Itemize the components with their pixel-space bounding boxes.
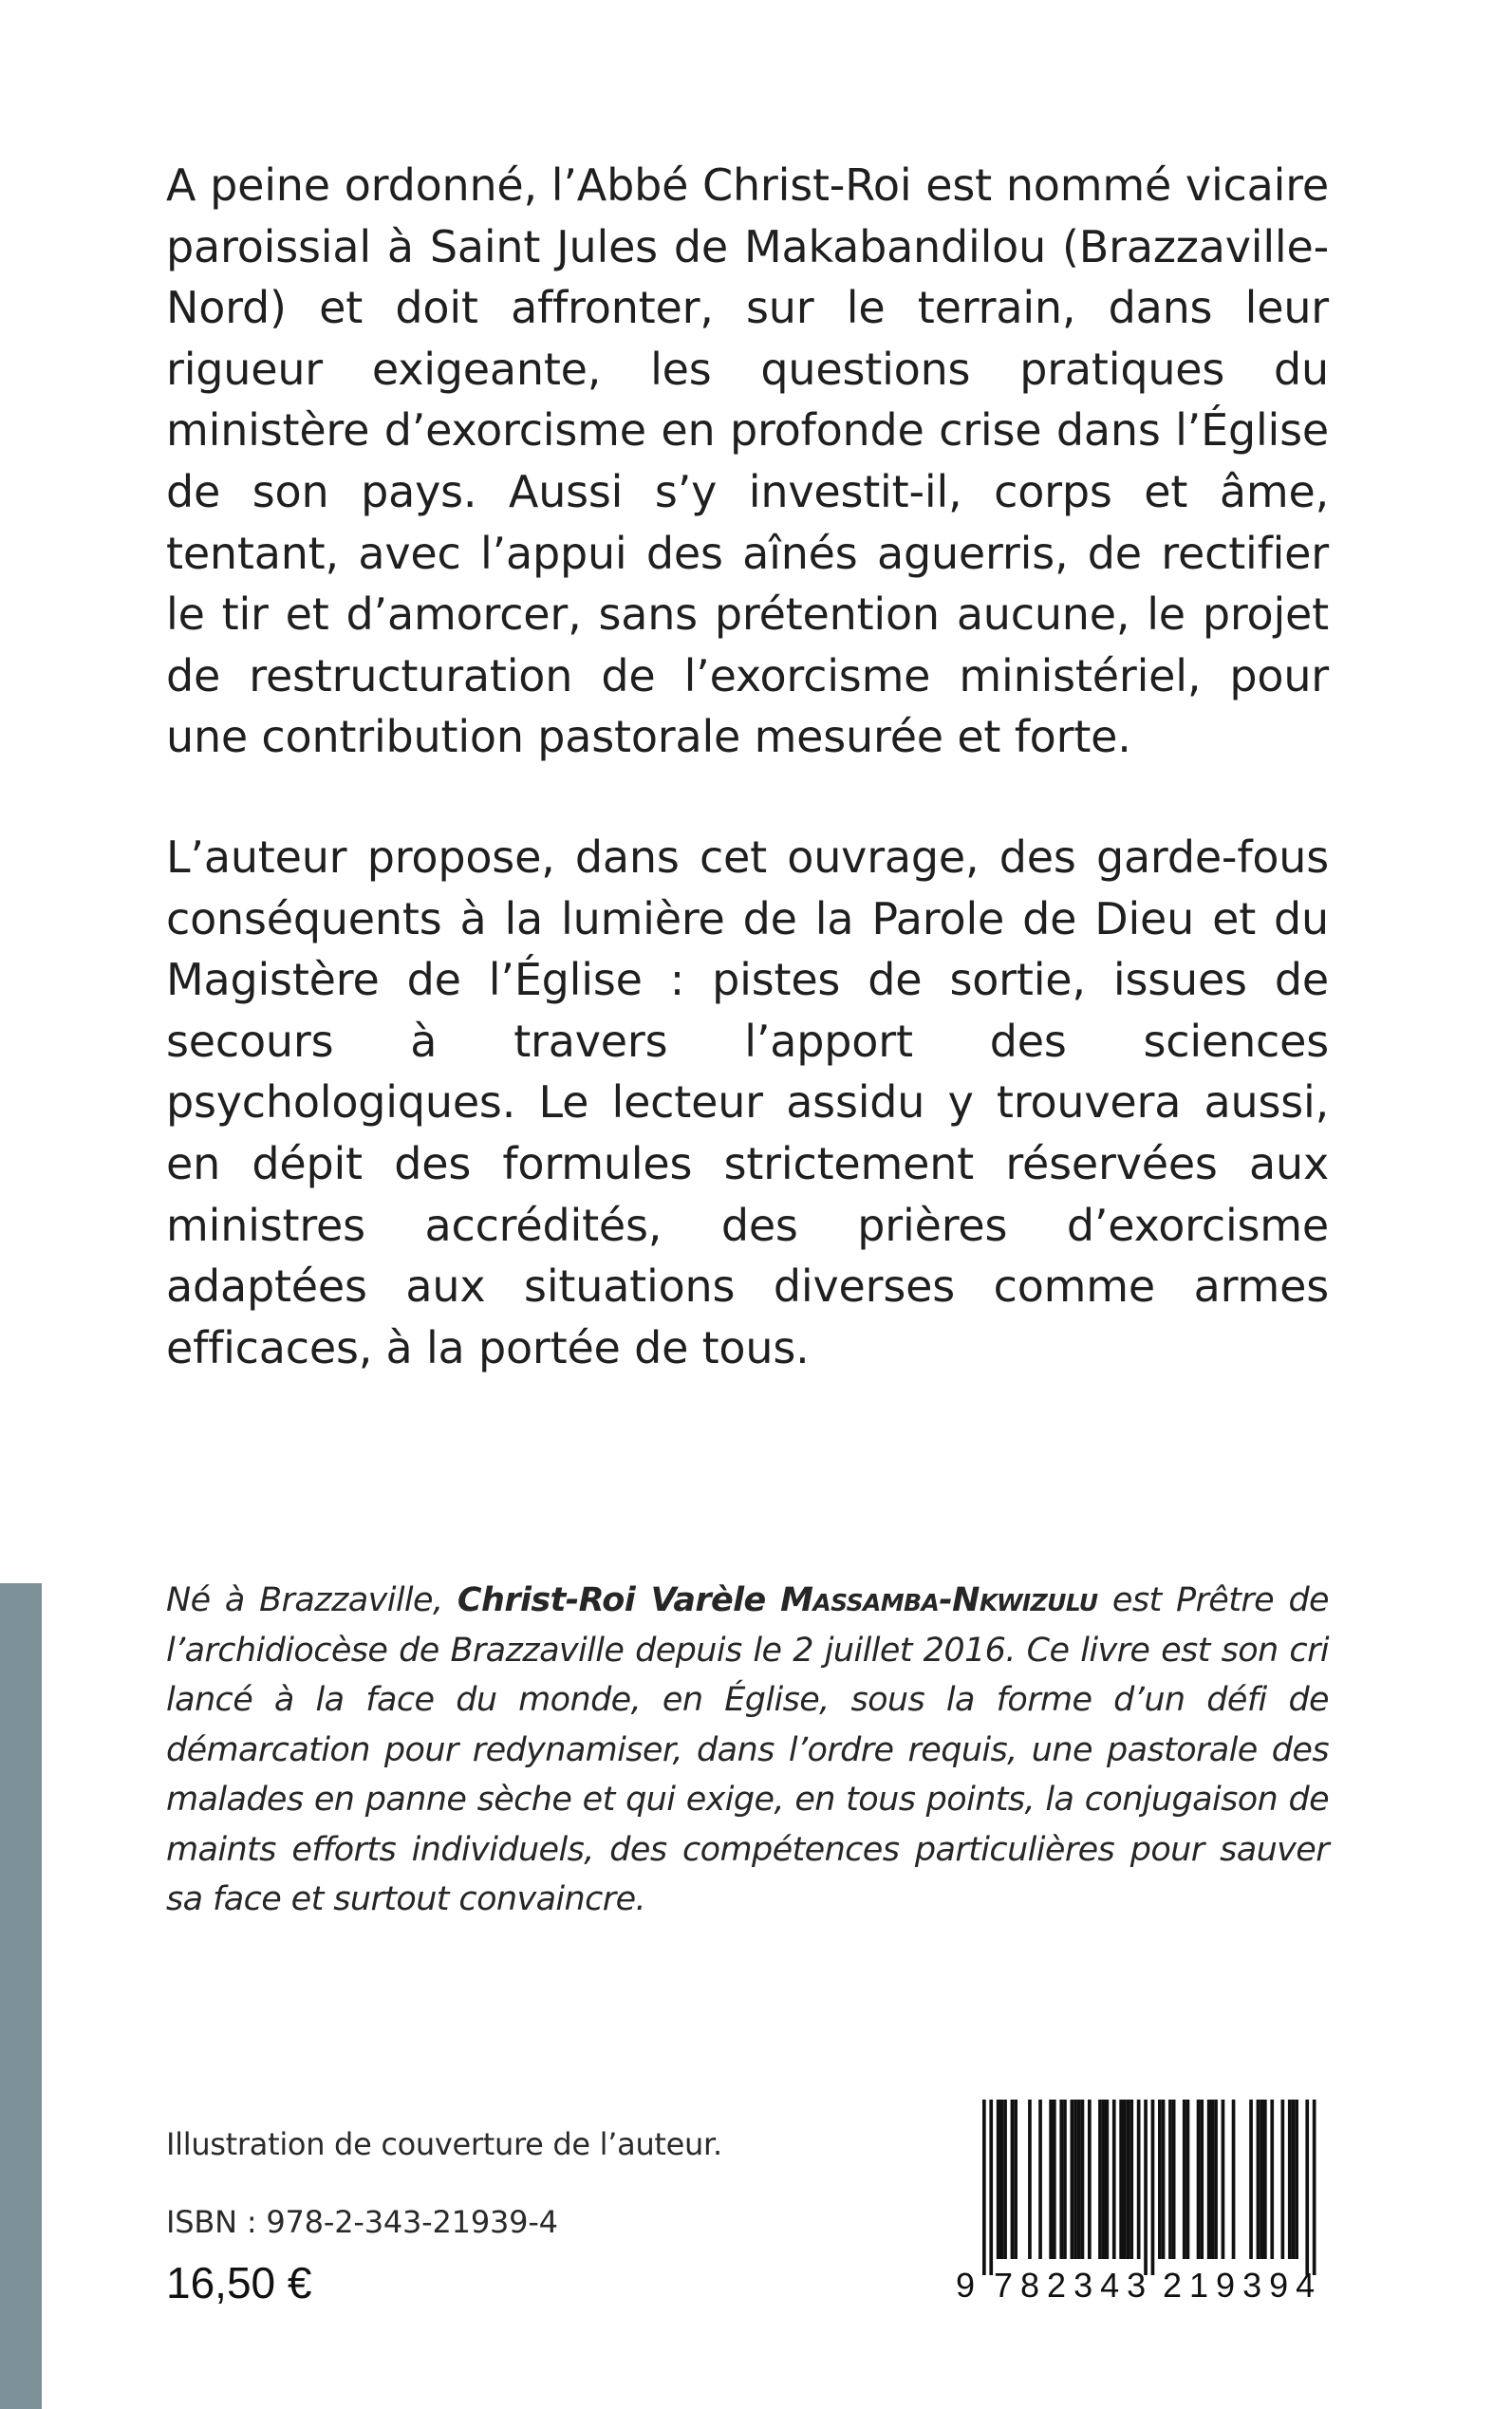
barcode-bar bbox=[1081, 2100, 1085, 2259]
barcode-bar bbox=[982, 2100, 986, 2275]
barcode-bar bbox=[1151, 2100, 1155, 2275]
barcode-bar bbox=[1127, 2100, 1130, 2259]
barcode-bar bbox=[1263, 2100, 1267, 2259]
barcode-bar bbox=[1106, 2100, 1110, 2259]
barcode-bar bbox=[1222, 2100, 1225, 2259]
side-color-bar bbox=[0, 1583, 42, 2409]
barcode-bar bbox=[1129, 2100, 1133, 2259]
barcode-bar bbox=[997, 2100, 1000, 2259]
barcode-bar bbox=[1249, 2100, 1253, 2259]
barcode-bar bbox=[1172, 2100, 1176, 2259]
barcode-bar bbox=[1088, 2100, 1092, 2259]
illustration-credit: Illustration de couverture de l’auteur. bbox=[166, 2126, 722, 2162]
barcode-bar bbox=[1197, 2100, 1201, 2259]
barcode-bar bbox=[1313, 2100, 1316, 2275]
barcode-bar bbox=[1003, 2100, 1007, 2259]
barcode-bar bbox=[1028, 2100, 1032, 2259]
barcode-bar bbox=[1073, 2100, 1077, 2259]
barcode-bar bbox=[1295, 2100, 1298, 2259]
author-bio bbox=[166, 1576, 1329, 1925]
author-first-name: Christ-Roi Varèle bbox=[457, 1581, 766, 1619]
barcode-digits bbox=[954, 2266, 1334, 2308]
barcode-bar bbox=[1232, 2100, 1236, 2259]
barcode-bar bbox=[1162, 2100, 1166, 2259]
barcode-bar bbox=[1281, 2100, 1285, 2259]
barcode-bar bbox=[1257, 2100, 1260, 2259]
barcode-first-digit: 9 bbox=[956, 2266, 976, 2305]
barcode-left-digits: 782343 bbox=[994, 2266, 1154, 2305]
barcode-bar bbox=[1077, 2100, 1081, 2259]
isbn: ISBN : 978-2-343-21939-4 bbox=[166, 2204, 558, 2240]
barcode-bar bbox=[1102, 2100, 1106, 2259]
barcode-bar bbox=[1014, 2100, 1017, 2259]
barcode-bar bbox=[1270, 2100, 1274, 2259]
blurb-paragraph-2: L’auteur propose, dans cet ouvrage, des garde-fous conséquents à la lumière de la Parole de Dieu et du Magistère de l’Église : pistes de sortie, issues de secours à travers l’apport des sciences psychologiques. Le lecteur assidu y trouvera aussi, en dépit des formules strictement réservées aux ministres accrédités, des prières d’exorcisme adaptées aux situations diverses comme armes efficaces, à la portée de tous. bbox=[166, 831, 1329, 1373]
barcode-bar bbox=[1119, 2100, 1123, 2259]
barcode-bar bbox=[1292, 2100, 1296, 2259]
author-bio-text: est Prêtre de l’archidiocèse de Brazzaville depuis le 2 juillet 2016. Ce livre est son cri lancé à la face du monde, en Église, sous la forme d’un défi de démarcation pour redynamiser, dans l’ordre requis, une pastorale des malades en panne sèche et qui exige, en tous points, la conjugaison de maints efforts individuels, des compétences particulières pour sauver sa face et surtout convaincre. bbox=[166, 1581, 1329, 1918]
barcode-bar bbox=[1011, 2100, 1015, 2259]
barcode-bar bbox=[1305, 2100, 1309, 2275]
barcode-bar bbox=[1063, 2100, 1067, 2259]
author-bio-intro: Né à Brazzaville, bbox=[166, 1581, 457, 1619]
barcode-bar bbox=[1137, 2100, 1141, 2259]
barcode-bar bbox=[1260, 2100, 1263, 2259]
barcode bbox=[954, 2100, 1334, 2308]
barcode-bar bbox=[1144, 2100, 1148, 2275]
barcode-right-digits: 219394 bbox=[1163, 2266, 1323, 2305]
barcode-bar bbox=[1207, 2100, 1211, 2259]
barcode-bar bbox=[1211, 2100, 1215, 2259]
barcode-bar bbox=[1071, 2100, 1074, 2259]
blurb-paragraph-1: A peine ordonné, l’Abbé Christ-Roi est nommé vicaire paroissial à Saint Jules de Makabandilou (Brazzaville-Nord) et doit affronter, sur le terrain, dans leur rigueur exigeante, les questions pratiques du ministère d’exorcisme en profonde crise dans l’Église de son pays. Aussi s’y investit-il, corps et âme, tentant, avec l’appui des aînés aguerris, de rectifier le tir et d’amorcer, sans prétention aucune, le projet de restructuration de l’exorcisme ministériel, pour une contribution pastorale mesurée et forte. bbox=[166, 159, 1329, 763]
barcode-bar bbox=[1112, 2100, 1116, 2259]
barcode-bar bbox=[1049, 2100, 1053, 2259]
barcode-bar bbox=[1053, 2100, 1056, 2259]
barcode-bar bbox=[1098, 2100, 1102, 2259]
barcode-bar bbox=[1038, 2100, 1042, 2259]
barcode-bar bbox=[1288, 2100, 1292, 2259]
barcode-bars bbox=[954, 2100, 1334, 2275]
barcode-bar bbox=[1000, 2100, 1004, 2259]
price: 16,50 € bbox=[166, 2258, 312, 2307]
barcode-bar bbox=[1123, 2100, 1127, 2259]
barcode-bar bbox=[1168, 2100, 1172, 2259]
barcode-bar bbox=[1059, 2100, 1063, 2259]
barcode-bar bbox=[1186, 2100, 1190, 2259]
barcode-bar bbox=[989, 2100, 993, 2275]
author-surname: Massamba-Nkwizulu bbox=[780, 1581, 1098, 1619]
barcode-bar bbox=[1214, 2100, 1218, 2259]
barcode-bar bbox=[1183, 2100, 1186, 2259]
barcode-bar bbox=[1158, 2100, 1162, 2259]
barcode-bar bbox=[1200, 2100, 1204, 2259]
